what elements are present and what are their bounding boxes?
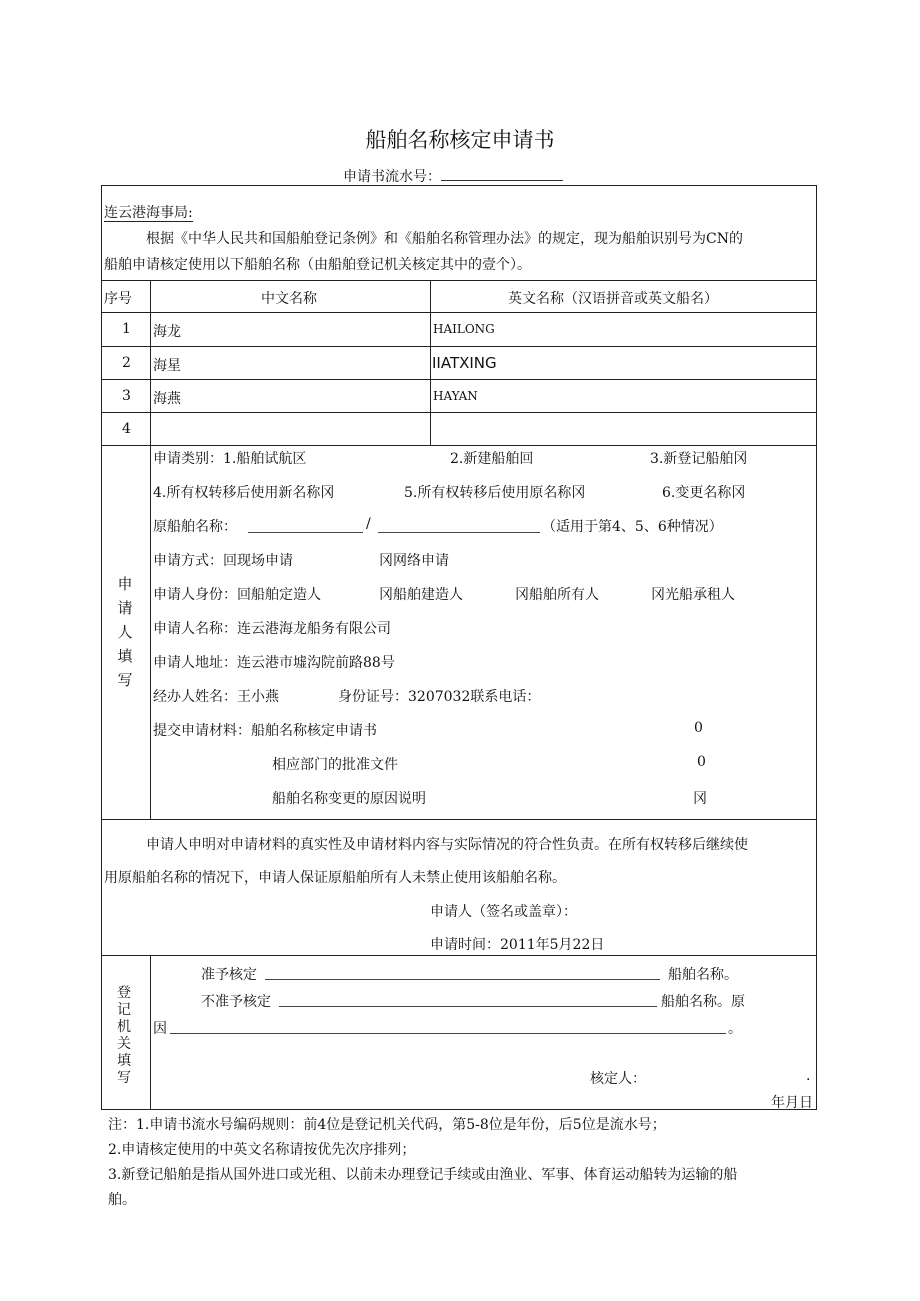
reviewer-end-mark: . [806,1068,811,1084]
note-3: 3.新登记船舶是指从国外进口或光租、以前未办理登记手续或由渔业、军事、体育运动船转为运输的船 [108,1167,738,1183]
app-type-3[interactable]: 3.新登记船舶冈 [650,451,748,467]
identity-builder[interactable]: 冈船舶建造人 [379,587,463,603]
header-cn-name: 中文名称 [261,291,317,307]
row-seq: 3 [122,388,131,404]
approve-label: 准予核定 [201,967,257,983]
app-type-1[interactable]: 申请类别：1.船舶试航区 [153,451,307,467]
row-divider [101,346,817,347]
row-divider [101,379,817,380]
cn-name-cell[interactable]: 海龙 [153,324,181,340]
review-date[interactable]: 年月日 [771,1095,813,1111]
reject-suffix: 船舶名称。原 [661,994,745,1010]
orig-name-label: 原船舶名称： [153,519,237,535]
app-type-6[interactable]: 6.变更名称冈 [662,485,746,501]
identity-owner[interactable]: 冈船舶所有人 [515,587,599,603]
col-divider [430,280,431,445]
row-divider [101,312,817,313]
row-seq: 2 [122,355,131,371]
reason-end: 。 [728,1021,742,1037]
table-border-bottom [101,1109,817,1110]
row-divider [101,412,817,413]
app-type-4[interactable]: 4.所有权转移后使用新名称冈 [153,485,335,501]
intro-line-1: 根据《中华人民共和国船舶登记条例》和《船舶名称管理办法》的规定，现为船舶识别号为CN的 [146,231,743,247]
id-and-phone[interactable]: 身份证号：3207032联系电话： [338,689,541,705]
row-divider [101,445,817,446]
signature-label[interactable]: 申请人（签名或盖章）： [430,904,577,920]
reject-name-blank[interactable] [279,1006,657,1007]
row-seq: 4 [122,421,131,437]
approve-suffix: 船舶名称。 [668,967,738,983]
method-onsite[interactable]: 申请方式：回现场申请 [153,553,293,569]
row-divider [101,819,817,820]
materials-item-3-mark[interactable]: 冈 [693,791,707,807]
addressee: 连云港海事局: [104,205,193,221]
materials-item-1: 提交申请材料：船舶名称核定申请书 [153,723,377,739]
row-divider [101,955,817,956]
note-4: 舶。 [108,1192,136,1208]
table-border-left [101,185,102,1109]
materials-item-2: 相应部门的批准文件 [272,757,398,773]
header-en-name: 英文名称（汉语拼音或英文船名） [508,291,718,307]
apply-time: 申请时间：2011年5月22日 [430,937,605,953]
serial-number-label: 申请书流水号： [343,169,441,185]
orig-en-name-blank[interactable] [378,532,540,533]
en-name-cell[interactable]: IIATXING [432,354,497,372]
table-border-right [816,185,817,1109]
row-divider [101,280,817,281]
header-seq: 序号 [104,291,132,307]
en-name-cell[interactable] [433,421,803,439]
orig-cn-name-blank[interactable] [248,532,363,533]
materials-item-2-mark[interactable]: 0 [697,754,706,770]
note-2: 2.申请核定使用的中英文名称请按优先次序排列； [108,1142,416,1158]
applicant-name[interactable]: 申请人名称：连云港海龙船务有限公司 [153,621,391,637]
app-type-2[interactable]: 2.新建船舶回 [450,451,534,467]
en-name-cell[interactable]: HAILONG [433,322,495,336]
cn-name-cell[interactable]: 海燕 [153,391,181,407]
serial-number-blank[interactable] [441,165,563,181]
page-title: 船舶名称核定申请书 [365,128,555,152]
row-seq: 1 [122,321,131,337]
identity-charterer[interactable]: 冈光船承租人 [651,587,735,603]
method-online[interactable]: 冈网络申请 [379,553,449,569]
reason-blank[interactable] [170,1033,726,1034]
applicant-address[interactable]: 申请人地址：连云港市墟沟院前路88号 [153,655,395,671]
orig-name-note: （适用于第4、5、6种情况） [542,519,723,535]
reviewer-label[interactable]: 核定人： [590,1071,646,1087]
cn-name-cell[interactable] [153,421,423,439]
col-divider [150,280,151,819]
note-1: 注：1.申请书流水号编码规则：前4位是登记机关代码，第5-8位是年份，后5位是流水号； [108,1117,666,1133]
approve-name-blank[interactable] [265,979,660,980]
identity-orderer[interactable]: 申请人身份：回船舶定造人 [153,587,321,603]
materials-item-1-mark[interactable]: 0 [694,720,703,736]
declaration-line-1: 申请人申明对申请材料的真实性及申请材料内容与实际情况的符合性负责。在所有权转移后继续使 [146,837,748,853]
orig-name-separator: / [366,516,371,532]
declaration-line-2: 用原船舶名称的情况下，申请人保证原船舶所有人未禁止使用该船舶名称。 [104,870,566,886]
handler-name[interactable]: 经办人姓名：王小燕 [153,689,279,705]
serial-number-field[interactable] [343,165,563,186]
reject-label: 不准予核定 [201,994,271,1010]
materials-item-3: 船舶名称变更的原因说明 [272,791,426,807]
reason-label: 因 [153,1021,167,1037]
app-type-5[interactable]: 5.所有权转移后使用原名称冈 [404,485,586,501]
cn-name-cell[interactable]: 海星 [153,358,181,374]
intro-line-2: 船舶申请核定使用以下船舶名称（由船舶登记机关核定其中的壹个）。 [104,257,531,273]
applicant-section-label: 申 请 人 填 写 [117,575,133,689]
table-border-top [101,185,817,186]
col-divider [150,955,151,1109]
authority-section-label: 登 记 机 关 填 写 [117,985,131,1086]
en-name-cell[interactable]: HAYAN [433,389,478,403]
